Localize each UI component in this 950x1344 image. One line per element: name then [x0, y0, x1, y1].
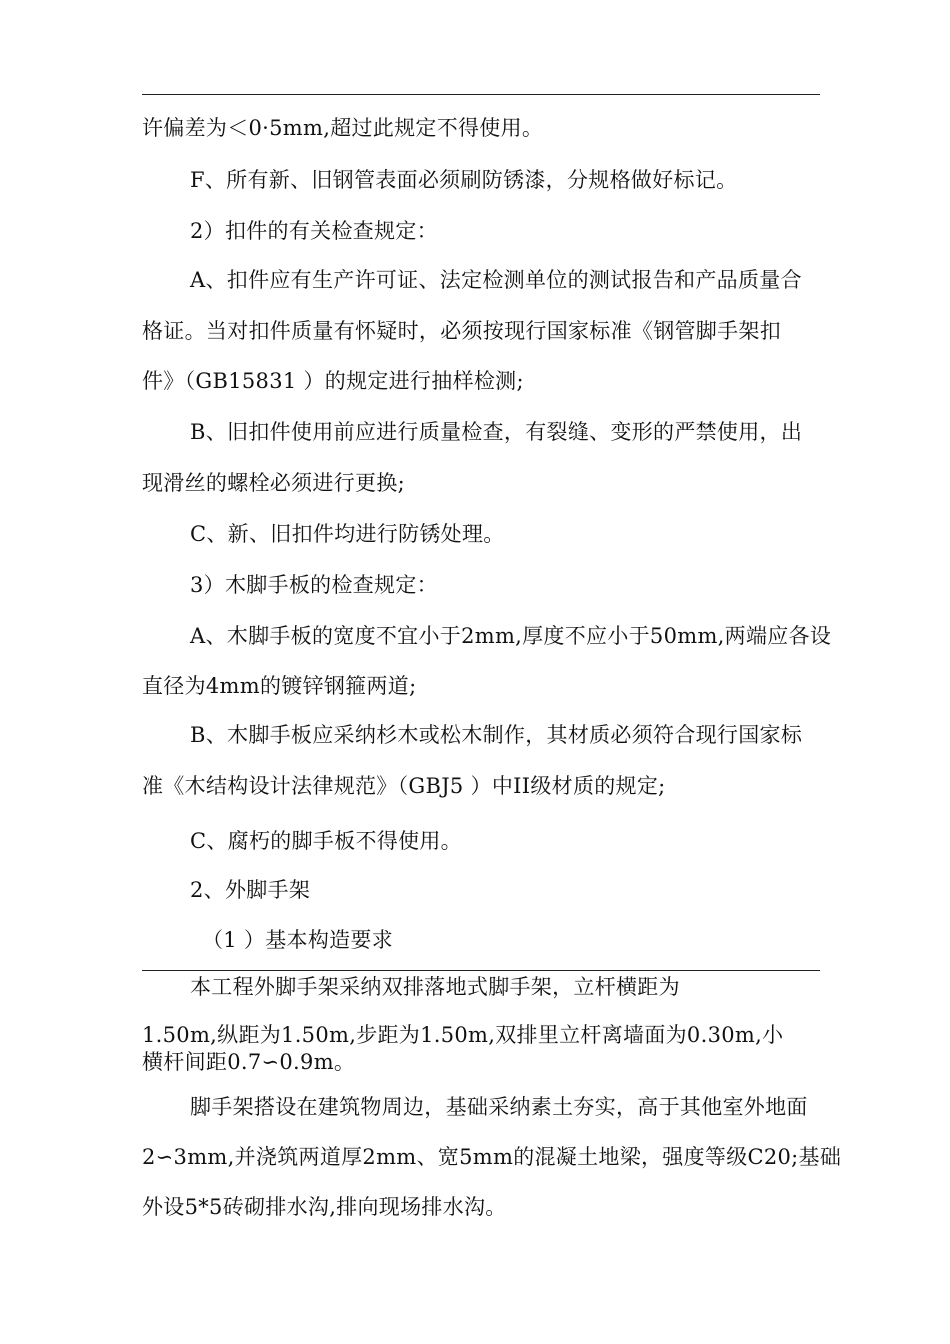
- header-rule: [142, 94, 820, 95]
- paragraph-line: F、所有新、旧钢管表面必须刷防锈漆，分规格做好标记。: [190, 168, 738, 192]
- paragraph-line: 2）扣件的有关检查规定：: [190, 219, 438, 243]
- paragraph-line: 脚手架搭设在建筑物周边，基础采纳素土夯实，高于其他室外地面: [190, 1095, 808, 1119]
- paragraph-line: A、扣件应有生产许可证、法定检测单位的测试报告和产品质量合: [190, 268, 802, 292]
- paragraph-line: 横杆间距0.7∽0.9m。: [142, 1050, 356, 1074]
- paragraph-line: B、木脚手板应采纳杉木或松木制作，其材质必须符合现行国家标: [190, 723, 803, 747]
- paragraph-line: 本工程外脚手架采纳双排落地式脚手架，立杆横距为: [190, 975, 680, 999]
- paragraph-line: 准《木结构设计法律规范》（GBJ5 ）中II级材质的规定;: [142, 774, 666, 798]
- section-rule: [142, 970, 820, 971]
- paragraph-line: 2∽3mm,并浇筑两道厚2mm、宽5mm的混凝土地梁，强度等级C20;基础: [142, 1145, 842, 1169]
- section-heading: 2、外脚手架: [190, 878, 311, 902]
- paragraph-line: 直径为4mm的镀锌钢箍两道;: [142, 674, 417, 698]
- subsection-heading: （1 ）基本构造要求: [202, 928, 394, 952]
- paragraph-line: 现滑丝的螺栓必须进行更换;: [142, 471, 405, 495]
- paragraph-line: 3）木脚手板的检查规定：: [190, 573, 438, 597]
- paragraph-line: 外设5*5砖砌排水沟,排向现场排水沟。: [142, 1195, 507, 1219]
- paragraph-line: B、旧扣件使用前应进行质量检查，有裂缝、变形的严禁使用，出: [190, 420, 803, 444]
- paragraph-line: C、腐朽的脚手板不得使用。: [190, 829, 462, 853]
- paragraph-line: 1.50m,纵距为1.50m,步距为1.50m,双排里立杆离墙面为0.30m,小: [142, 1023, 784, 1047]
- paragraph-line: C、新、旧扣件均进行防锈处理。: [190, 522, 505, 546]
- paragraph-line: 许偏差为＜0·5mm,超过此规定不得使用。: [142, 116, 544, 140]
- paragraph-line: 格证。当对扣件质量有怀疑时，必须按现行国家标准《钢管脚手架扣: [142, 319, 781, 343]
- paragraph-line: 件》（GB15831 ）的规定进行抽样检测;: [142, 369, 524, 393]
- paragraph-line: A、木脚手板的宽度不宜小于2mm,厚度不应小于50mm,两端应各设: [190, 624, 832, 648]
